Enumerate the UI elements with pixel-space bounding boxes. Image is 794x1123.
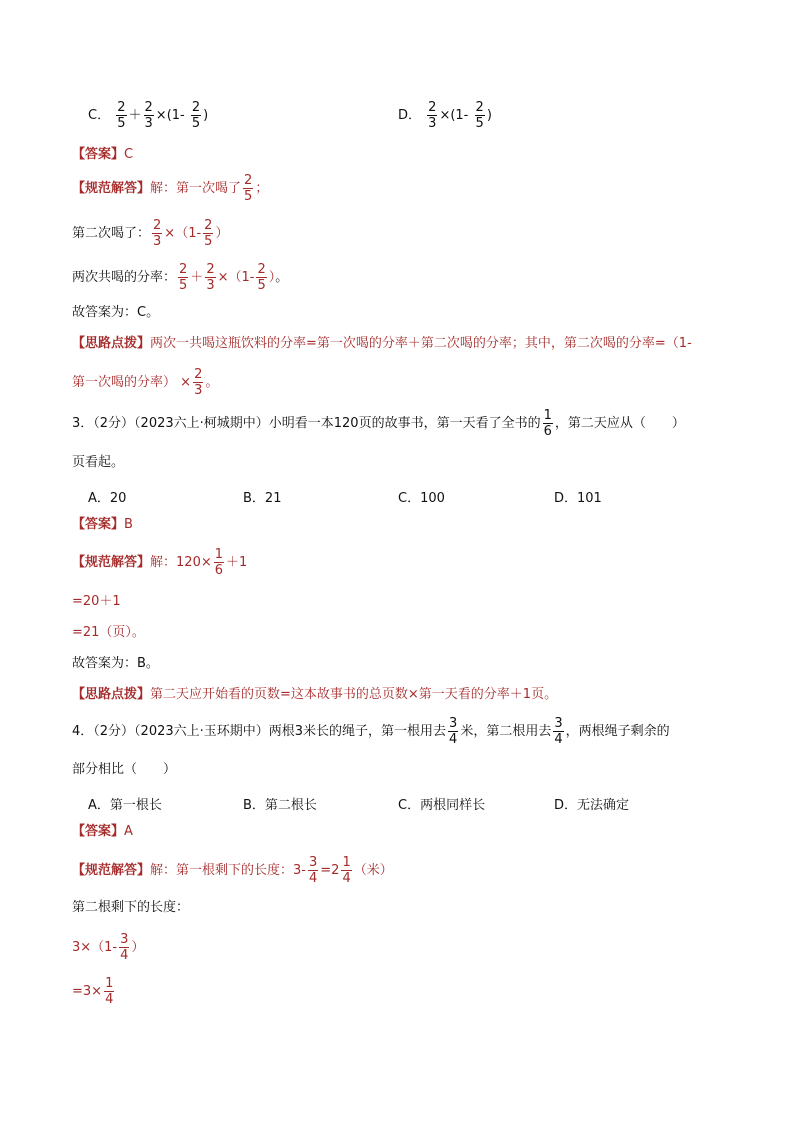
q4-second-remaining: 第二根剩下的长度： (72, 900, 190, 915)
fraction (193, 367, 203, 398)
text-span: 3×（1- (72, 940, 118, 955)
text-span: 【规范解答】 (72, 181, 151, 196)
numerator: 2 (244, 173, 253, 188)
fraction (119, 932, 129, 963)
q3-option-b: B．21 (243, 491, 282, 506)
numerator: 1 (214, 547, 224, 562)
q3-solution (72, 547, 247, 578)
fraction (448, 716, 458, 747)
text-span: × (155, 108, 167, 123)
numerator: 2 (117, 100, 126, 115)
fraction (205, 262, 215, 293)
q3-stem-line2 (72, 455, 124, 471)
fraction (214, 547, 224, 578)
text-span: ×（1- (217, 270, 255, 285)
q4-option-c: C．两根同样长 (398, 798, 486, 813)
q3-conclusion: 故答案为：B。 (72, 656, 159, 671)
numerator: 2 (191, 100, 201, 115)
text-span: 解：第一次喝了 (150, 181, 242, 196)
q4-expr2 (72, 932, 144, 963)
denominator: 5 (257, 278, 266, 293)
text-span: 米，第二根用去 (460, 724, 552, 739)
fraction (256, 262, 266, 293)
text-span: 。 (205, 375, 219, 390)
fraction (104, 976, 114, 1007)
numerator: 1 (543, 408, 552, 423)
fraction (427, 100, 437, 131)
text-span: ×（1- (164, 226, 202, 241)
text-span: B (124, 517, 133, 532)
text-span: 两次一共喝这瓶饮料的分率=第一次喝的分率＋第二次喝的分率；其中，第二次喝的分率=（1- (150, 336, 692, 351)
denominator: 5 (191, 116, 201, 131)
denominator: 4 (449, 732, 458, 747)
q2-conclusion (72, 305, 159, 321)
q3-option-d: D．101 (554, 491, 602, 506)
numerator: 2 (204, 218, 213, 233)
numerator: 2 (144, 100, 153, 115)
text-span: D． (398, 108, 422, 123)
q3-step1: =20＋1 (72, 594, 121, 609)
denominator: 3 (194, 383, 203, 398)
text-span: ，第二天应从（ ） (554, 416, 685, 431)
text-span: ) (203, 108, 209, 123)
fraction (243, 173, 253, 204)
text-span: 两次共喝的分率： (72, 270, 177, 285)
q4-answer (72, 824, 133, 840)
q3-option-a: A．20 (88, 491, 127, 506)
q2-solution (72, 173, 268, 204)
text-span: 故答案为：C。 (72, 305, 160, 320)
numerator: 2 (257, 262, 266, 277)
text-span: 第二天应开始看的页数=这本故事书的总页数×第一天看的分率＋1页。 (150, 687, 558, 702)
numerator: 2 (194, 367, 203, 382)
denominator: 4 (342, 871, 351, 886)
fraction (116, 100, 126, 131)
fraction (475, 100, 485, 131)
denominator: 5 (244, 189, 253, 204)
denominator: 5 (117, 116, 126, 131)
q3-step2: =21（页）。 (72, 625, 145, 640)
q4-step (72, 976, 116, 1007)
q2-answer (72, 147, 133, 163)
numerator: 3 (308, 855, 318, 870)
q3-stem (72, 408, 685, 439)
q4-stem-line2 (72, 762, 176, 778)
text-span: =2 (320, 863, 340, 878)
text-span: 120× (176, 555, 212, 570)
q2-hint (72, 336, 692, 352)
q3-hint (72, 687, 557, 703)
q2-hint-line2 (72, 367, 218, 398)
numerator: 3 (554, 716, 563, 731)
q4-stem (72, 716, 670, 747)
text-span: 。 (275, 270, 289, 285)
fraction (144, 100, 154, 131)
fraction (341, 855, 351, 886)
denominator: 5 (475, 116, 484, 131)
text-span: 解：第一根剩下的长度：3- (150, 863, 306, 878)
q2-option-c (88, 100, 208, 131)
denominator: 4 (105, 992, 114, 1007)
numerator: 1 (105, 976, 114, 991)
text-span: C (124, 147, 134, 162)
text-span: =3× (72, 984, 103, 999)
text-span: 【答案】 (72, 517, 125, 532)
denominator: 6 (214, 563, 224, 578)
text-span: 【思路点拨】 (72, 687, 151, 702)
denominator: 3 (153, 234, 162, 249)
numerator: 2 (428, 100, 437, 115)
denominator: 3 (144, 116, 153, 131)
text-span: 【答案】 (72, 147, 125, 162)
numerator: 3 (120, 932, 129, 947)
text-span: （米） (353, 863, 393, 878)
text-span: (1- (450, 108, 469, 123)
q2-total-share (72, 262, 288, 293)
q4-option-d: D．无法确定 (554, 798, 630, 813)
fraction (543, 408, 553, 439)
numerator: 1 (342, 855, 351, 870)
text-span: 解： (150, 555, 177, 570)
q4-solution (72, 855, 393, 886)
denominator: 4 (554, 732, 563, 747)
q2-second-drink (72, 218, 228, 249)
fraction (308, 855, 318, 886)
text-span: A (124, 824, 133, 839)
q3-answer (72, 517, 133, 533)
numerator: 2 (206, 262, 215, 277)
text-span: 第二次喝了： (72, 226, 151, 241)
q3-option-c: C．100 (398, 491, 445, 506)
q4-option-b: B．第二根长 (243, 798, 317, 813)
text-span: 部分相比（ ） (72, 762, 177, 777)
text-span: 【规范解答】 (72, 863, 151, 878)
fraction (191, 100, 201, 131)
fraction (152, 218, 162, 249)
text-span: ） (131, 940, 145, 955)
numerator: 2 (153, 218, 162, 233)
text-span: ） (215, 226, 229, 241)
text-span: ＋ (190, 270, 204, 285)
text-span: × (439, 108, 451, 123)
text-span: 【规范解答】 (72, 555, 151, 570)
text-span: × (180, 375, 192, 390)
fraction (178, 262, 188, 293)
denominator: 3 (206, 278, 215, 293)
text-span: 【思路点拨】 (72, 336, 151, 351)
q2-option-d (398, 100, 492, 131)
text-span: ) (486, 108, 492, 123)
text-span: (1- (166, 108, 185, 123)
denominator: 6 (543, 424, 552, 439)
text-span: 4．（2分）（2023六上·玉环期中）两根3米长的绳子，第一根用去 (72, 724, 447, 739)
text-span: ＋1 (226, 555, 248, 570)
text-span: ； (255, 181, 269, 196)
text-span: 【答案】 (72, 824, 125, 839)
denominator: 5 (204, 234, 213, 249)
text-span: ＋ (128, 108, 142, 123)
text-span: 第一次喝的分率） (72, 375, 177, 390)
denominator: 4 (308, 871, 318, 886)
text-span: 3．（2分）（2023六上·柯城期中）小明看一本120页的故事书，第一天看了全书的 (72, 416, 541, 431)
text-span: 页看起。 (72, 455, 125, 470)
numerator: 2 (179, 262, 188, 277)
text-span: ，两根绳子剩余的 (565, 724, 670, 739)
fraction (203, 218, 213, 249)
text-span: ） (268, 270, 276, 285)
denominator: 3 (428, 116, 437, 131)
numerator: 3 (449, 716, 458, 731)
q4-option-a: A．第一根长 (88, 798, 162, 813)
text-span: C． (88, 108, 111, 123)
fraction (553, 716, 563, 747)
denominator: 5 (179, 278, 188, 293)
denominator: 4 (120, 948, 129, 963)
numerator: 2 (475, 100, 484, 115)
